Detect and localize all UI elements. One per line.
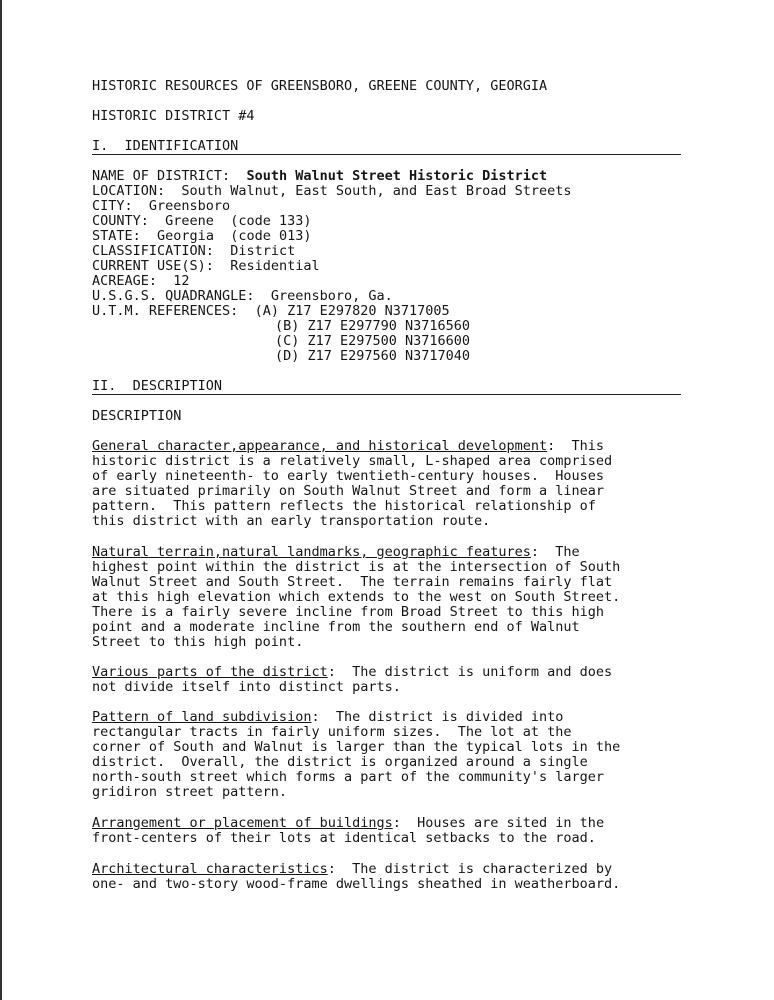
- paragraph-line: Houses are sited in the: [400, 815, 605, 831]
- field-value: District: [230, 243, 296, 259]
- district-number: HISTORIC DISTRICT #4: [92, 108, 255, 124]
- utm-reference: (D) Z17 E297560 N3717040: [275, 348, 471, 364]
- paragraph-label: Various parts of the district: [92, 664, 328, 680]
- field-acreage: [92, 274, 190, 289]
- paragraph-line: of early nineteenth- to early twentieth-century houses. Houses: [92, 468, 605, 484]
- paragraph-label: Architectural characteristics: [92, 861, 328, 877]
- field-value: 12: [173, 273, 190, 289]
- paragraph-land-subdivision: Pattern of land subdivision: The district is divided into rectangular tracts in fairly uniform sizes. The lot at the corner of South and Walnut is larger than the typical lots in the district. Overall, the district is organized around a single north-south street which forms a part of the community's larger gridiron street pattern.: [92, 709, 621, 800]
- paragraph-label: Pattern of land subdivision: [92, 709, 312, 725]
- document-title: HISTORIC RESOURCES OF GREENSBORO, GREENE COUNTY, GEORGIA: [92, 78, 548, 94]
- field-label: CLASSIFICATION:: [92, 243, 214, 259]
- field-label: U.T.M. REFERENCES:: [92, 303, 239, 319]
- utm-reference: (C) Z17 E297500 N3716600: [275, 333, 471, 349]
- section-heading-description: II. DESCRIPTION: [92, 379, 681, 395]
- paragraph-line: historic district is a relatively small, L-shaped area comprised: [92, 453, 613, 469]
- paragraph-line: are situated primarily on South Walnut Street and form a linear: [92, 483, 605, 499]
- paragraph-arrangement: Arrangement or placement of buildings: Houses are sited in the front-centers of their lots at identical setbacks to the road.: [92, 815, 605, 846]
- paragraph-line: gridiron street pattern.: [92, 784, 288, 800]
- paragraph-line: The district is divided into: [319, 709, 564, 725]
- description-subheading: DESCRIPTION: [92, 408, 182, 424]
- paragraph-line: The district is uniform and does: [335, 664, 613, 680]
- field-current-use: [92, 259, 320, 274]
- field-value: Greene (code 133): [165, 213, 312, 229]
- paragraph-general-character: General character,appearance, and historical development: This historic district is a relatively small, L-shaped area comprised of early nineteenth- to early twentieth-century houses. Houses are situated primarily on South Walnut Street and form a linear pattern. This pattern reflects the historical relationship of this district with an early transportation route.: [92, 438, 613, 529]
- paragraph-line: rectangular tracts in fairly uniform sizes. The lot at the: [92, 724, 572, 740]
- paragraph-line: this district with an early transportation route.: [92, 513, 491, 529]
- field-label: COUNTY:: [92, 213, 149, 229]
- field-label: U.S.G.S. QUADRANGLE:: [92, 288, 255, 304]
- paragraph-line: Walnut Street and South Street. The terrain remains fairly flat: [92, 574, 613, 590]
- paragraph-natural-terrain: Natural terrain,natural landmarks, geographic features: The highest point within the district is at the intersection of South Walnut Street and South Street. The terrain remains fairly flat at this high elevation which extends to the west on South Street. There is a fairly severe incline from Broad Street to this high point and a moderate incline from the southern end of Walnut Street to this high point.: [92, 544, 621, 650]
- paragraph-label: Natural terrain,natural landmarks, geographic features: [92, 544, 531, 560]
- field-classification: [92, 244, 295, 259]
- field-label: LOCATION:: [92, 183, 166, 199]
- paragraph-line: corner of South and Walnut is larger than the typical lots in the: [92, 739, 621, 755]
- field-label: STATE:: [92, 228, 141, 244]
- field-label: CITY:: [92, 198, 133, 214]
- paragraph-line: There is a fairly severe incline from Broad Street to this high: [92, 604, 605, 620]
- paragraph-line: district. Overall, the district is organized around a single: [92, 754, 588, 770]
- paragraph-line: highest point within the district is at the intersection of South: [92, 559, 621, 575]
- paragraph-various-parts: Various parts of the district: The district is uniform and does not divide itself into distinct parts.: [92, 664, 613, 695]
- field-value: South Walnut, East South, and East Broad Streets: [181, 183, 572, 199]
- field-label: CURRENT USE(S):: [92, 258, 214, 274]
- paragraph-line: front-centers of their lots at identical setbacks to the road.: [92, 830, 596, 846]
- field-utm: [92, 304, 450, 319]
- paragraph-line: Street to this high point.: [92, 634, 304, 650]
- field-location: [92, 184, 572, 199]
- paragraph-line: point and a moderate incline from the southern end of Walnut: [92, 619, 580, 635]
- paragraph-line: This: [555, 438, 605, 454]
- paragraph-line: one- and two-story wood-frame dwellings sheathed in weatherboard.: [92, 876, 621, 892]
- field-value: Residential: [230, 258, 320, 274]
- field-quadrangle: [92, 289, 393, 304]
- field-label: NAME OF DISTRICT:: [92, 168, 231, 184]
- paragraph-label: Arrangement or placement of buildings: [92, 815, 393, 831]
- paragraph-label: General character,appearance, and historical development: [92, 438, 548, 454]
- field-value: Greensboro: [148, 198, 231, 214]
- section-heading-identification: I. IDENTIFICATION: [92, 139, 681, 155]
- field-value: Greensboro, Ga.: [270, 288, 393, 304]
- paragraph-line: pattern. This pattern reflects the historical relationship of: [92, 498, 596, 514]
- utm-reference: (A) Z17 E297820 N3717005: [254, 303, 450, 319]
- utm-reference: (B) Z17 E297790 N3716560: [275, 318, 471, 334]
- paragraph-line: The: [539, 544, 580, 560]
- paragraph-line: not divide itself into distinct parts.: [92, 679, 401, 695]
- paragraph-line: The district is characterized by: [335, 861, 613, 877]
- field-name: [92, 169, 547, 184]
- field-value: Georgia (code 013): [157, 228, 312, 244]
- field-city: [92, 199, 230, 214]
- district-name: South Walnut Street Historic District: [246, 168, 548, 184]
- field-label: ACREAGE:: [92, 273, 158, 289]
- paragraph-architecture: Architectural characteristics: The district is characterized by one- and two-story wood-frame dwellings sheathed in weatherboard.: [92, 861, 621, 892]
- paragraph-line: at this high elevation which extends to the west on South Street.: [92, 589, 621, 605]
- field-state: [92, 229, 311, 244]
- field-county: [92, 214, 311, 229]
- paragraph-line: north-south street which forms a part of the community's larger: [92, 769, 605, 785]
